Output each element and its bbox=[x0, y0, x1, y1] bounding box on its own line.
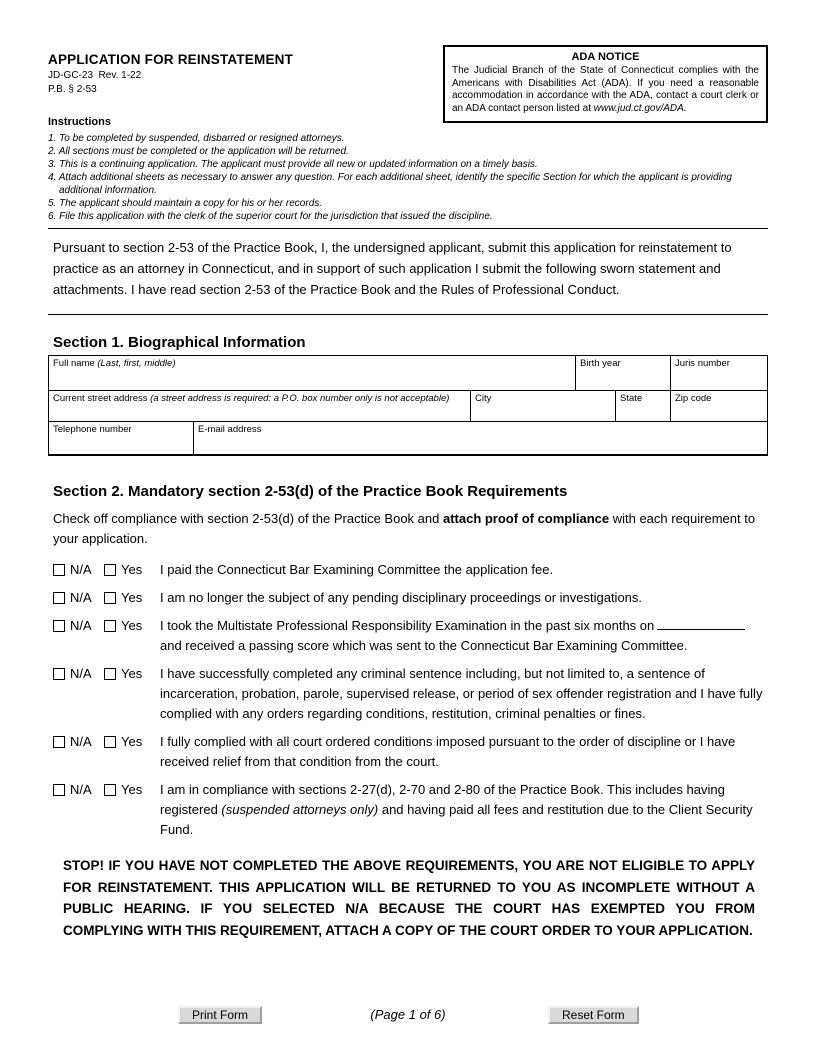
state-label: State bbox=[620, 393, 643, 404]
instruction-item-2: 2. All sections must be completed or the application will be returned. bbox=[48, 146, 349, 157]
mpre-date-blank[interactable] bbox=[657, 617, 745, 630]
email-label: E-mail address bbox=[198, 424, 262, 435]
yes-label: Yes bbox=[121, 562, 143, 577]
na-label: N/A bbox=[70, 666, 92, 681]
city-field[interactable] bbox=[471, 391, 616, 421]
na-checkbox-3[interactable] bbox=[53, 620, 65, 632]
requirement-row-4 bbox=[48, 664, 768, 724]
checkbox-pair-5 bbox=[53, 734, 160, 749]
full-name-field[interactable] bbox=[49, 356, 576, 390]
zip-code-field[interactable] bbox=[671, 391, 767, 421]
instruction-item-3: 3. This is a continuing application. The applicant must provide all new or updated information on a timely basis. bbox=[48, 159, 538, 170]
bio-row-3 bbox=[49, 422, 767, 454]
checkbox-pair-1 bbox=[53, 562, 160, 577]
practice-book-ref: P.B. § 2-53 bbox=[48, 84, 97, 95]
requirement-row-1 bbox=[48, 560, 768, 580]
email-field[interactable] bbox=[194, 422, 767, 454]
street-address-label: Current street address (a street address is required: a P.O. box number only is not acceptable) bbox=[53, 393, 450, 404]
checkbox-pair-3 bbox=[53, 618, 160, 633]
requirement-text-2: I am no longer the subject of any pending disciplinary proceedings or investigations. bbox=[160, 590, 643, 605]
applicant-statement-block bbox=[48, 228, 768, 315]
requirements-list bbox=[48, 560, 768, 840]
na-label: N/A bbox=[70, 618, 92, 633]
birth-year-field[interactable] bbox=[576, 356, 671, 390]
applicant-statement: Pursuant to section 2-53 of the Practice Book, I, the undersigned applicant, submit this application for reinstatement to practice as an attorney in Connecticut, and in support of such application I submit the following sworn statement and attachments. I have read section 2-53 of the Practice Book and the Rules of Professional Conduct. bbox=[53, 240, 732, 297]
bio-row-2 bbox=[49, 391, 767, 422]
na-label: N/A bbox=[70, 782, 92, 797]
page-number: (Page 1 of 6) bbox=[370, 1007, 446, 1022]
requirement-text-1: I paid the Connecticut Bar Examining Committee the application fee. bbox=[160, 562, 554, 577]
ada-notice-title: ADA NOTICE bbox=[571, 51, 640, 63]
instruction-item-1: 1. To be completed by suspended, disbarred or resigned attorneys. bbox=[48, 133, 345, 144]
requirement-row-3 bbox=[48, 616, 768, 656]
na-checkbox-6[interactable] bbox=[53, 784, 65, 796]
yes-label: Yes bbox=[121, 734, 143, 749]
instruction-item-4: 4. Attach additional sheets as necessary to answer any question. For each additional sheet, identify the specific Section for which the applicant is providing additional information. bbox=[48, 172, 732, 196]
na-checkbox-1[interactable] bbox=[53, 564, 65, 576]
zip-code-label: Zip code bbox=[675, 393, 712, 404]
birth-year-label: Birth year bbox=[580, 358, 621, 369]
juris-number-field[interactable] bbox=[671, 356, 767, 390]
requirement-row-6 bbox=[48, 780, 768, 840]
requirement-text-4: I have successfully completed any criminal sentence including, but not limited to, a sentence of incarceration, probation, parole, supervised release, or period of sex offender registration and I have fully complied with any orders regarding conditions, restitution, criminal penalties or fines. bbox=[160, 666, 763, 721]
biographical-table bbox=[48, 355, 768, 456]
street-address-field[interactable] bbox=[49, 391, 471, 421]
reset-form-button[interactable]: Reset Form bbox=[548, 1006, 639, 1024]
yes-checkbox-2[interactable] bbox=[104, 592, 116, 604]
ada-notice-body bbox=[452, 65, 759, 115]
telephone-label: Telephone number bbox=[53, 424, 132, 435]
requirement-text-6: I am in compliance with sections 2-27(d), 2-70 and 2-80 of the Practice Book. This includes having registered (suspended attorneys only) and having paid all fees and restitution due to the Client Security Fund. bbox=[160, 782, 753, 837]
ada-notice-box bbox=[443, 45, 768, 123]
requirement-row-2 bbox=[48, 588, 768, 608]
section1-heading: Section 1. Biographical Information bbox=[53, 334, 306, 351]
yes-checkbox-3[interactable] bbox=[104, 620, 116, 632]
yes-label: Yes bbox=[121, 782, 143, 797]
yes-checkbox-6[interactable] bbox=[104, 784, 116, 796]
section2-intro: Check off compliance with section 2-53(d) of the Practice Book and attach proof of compliance with each requirement to your application. bbox=[53, 511, 756, 546]
yes-label: Yes bbox=[121, 666, 143, 681]
ada-website-link[interactable]: www.jud.ct.gov/ADA. bbox=[593, 102, 687, 114]
ada-notice-text: The Judicial Branch of the State of Connecticut complies with the Americans with Disabilities Act (ADA). If you need a reasonable accommodation in accordance with the ADA, contact a court clerk or an ADA contact person listed at bbox=[452, 65, 759, 114]
form-code: JD-GC-23 Rev. 1-22 bbox=[48, 70, 142, 81]
form-title: APPLICATION FOR REINSTATEMENT bbox=[48, 52, 294, 67]
yes-label: Yes bbox=[121, 590, 143, 605]
instruction-item-5: 5. The applicant should maintain a copy for his or her records. bbox=[48, 198, 323, 209]
print-form-button[interactable]: Print Form bbox=[178, 1006, 262, 1024]
city-label: City bbox=[475, 393, 492, 404]
na-checkbox-5[interactable] bbox=[53, 736, 65, 748]
page-footer bbox=[48, 1006, 768, 1030]
na-label: N/A bbox=[70, 734, 92, 749]
na-label: N/A bbox=[70, 590, 92, 605]
yes-label: Yes bbox=[121, 618, 143, 633]
section2-heading: Section 2. Mandatory section 2-53(d) of the Practice Book Requirements bbox=[53, 483, 568, 500]
checkbox-pair-6 bbox=[53, 782, 160, 797]
na-label: N/A bbox=[70, 562, 92, 577]
na-checkbox-4[interactable] bbox=[53, 668, 65, 680]
stop-notice: STOP! IF YOU HAVE NOT COMPLETED THE ABOVE REQUIREMENTS, YOU ARE NOT ELIGIBLE TO APPLY FOR REINSTATEMENT. THIS APPLICATION WILL BE RETURNED TO YOU AS INCOMPLETE WITHOUT A PUBLIC HEARING. IF YOU SELECTED N/A BECAUSE THE COURT HAS EXEMPTED YOU FROM COMPLYING WITH THIS REQUIREMENT, ATTACH A COPY OF THE COURT ORDER TO YOUR APPLICATION. bbox=[63, 858, 755, 938]
checkbox-pair-4 bbox=[53, 666, 160, 681]
telephone-field[interactable] bbox=[49, 422, 194, 454]
yes-checkbox-5[interactable] bbox=[104, 736, 116, 748]
requirement-text-3: I took the Multistate Professional Responsibility Examination in the past six months on and received a passing score which was sent to the Connecticut Bar Examining Committee. bbox=[160, 616, 768, 656]
instructions-section bbox=[48, 116, 748, 223]
requirement-row-5 bbox=[48, 732, 768, 772]
na-checkbox-2[interactable] bbox=[53, 592, 65, 604]
requirement-text-5: I fully complied with all court ordered conditions imposed pursuant to the order of discipline or I have received relief from that condition from the court. bbox=[160, 734, 736, 769]
checkbox-pair-2 bbox=[53, 590, 160, 605]
yes-checkbox-1[interactable] bbox=[104, 564, 116, 576]
state-field[interactable] bbox=[616, 391, 671, 421]
bio-row-1 bbox=[49, 356, 767, 391]
instruction-item-6: 6. File this application with the clerk of the superior court for the jurisdiction that issued the discipline. bbox=[48, 211, 493, 222]
instructions-title: Instructions bbox=[48, 116, 111, 128]
yes-checkbox-4[interactable] bbox=[104, 668, 116, 680]
juris-number-label: Juris number bbox=[675, 358, 730, 369]
full-name-label: Full name (Last, first, middle) bbox=[53, 358, 176, 369]
